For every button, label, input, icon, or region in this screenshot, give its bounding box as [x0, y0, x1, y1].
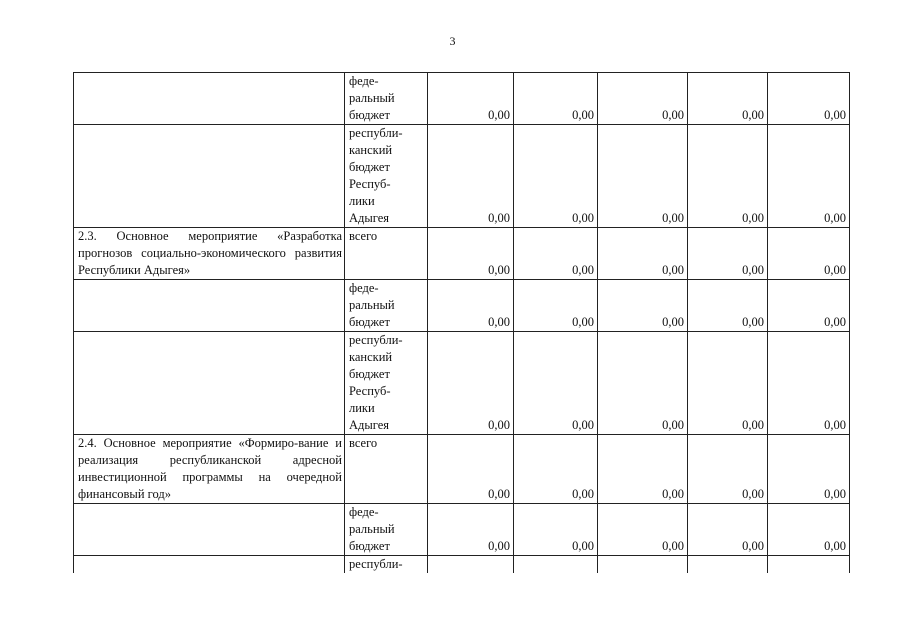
funding-source-cell: республи- канский бюджет Респуб- лики Адыгея: [345, 125, 428, 228]
amount-cell: [598, 556, 688, 574]
amount-cell: 0,00: [514, 125, 598, 228]
amount-cell: [514, 556, 598, 574]
measure-cell: [74, 504, 345, 556]
amount-cell: 0,00: [514, 280, 598, 332]
amount-cell: [768, 556, 850, 574]
measure-cell: [74, 332, 345, 435]
amount-cell: 0,00: [428, 73, 514, 125]
amount-cell: 0,00: [598, 125, 688, 228]
amount-cell: 0,00: [428, 332, 514, 435]
table-row: [74, 228, 850, 280]
table-row: [74, 435, 850, 504]
amount-cell: 0,00: [768, 228, 850, 280]
amount-cell: 0,00: [688, 280, 768, 332]
table-row: [74, 332, 850, 435]
funding-source-cell: республи-: [345, 556, 428, 574]
funding-source-cell: феде- ральный бюджет: [345, 280, 428, 332]
funding-source-cell: республи- канский бюджет Респуб- лики Адыгея: [345, 332, 428, 435]
amount-cell: 0,00: [598, 504, 688, 556]
amount-cell: 0,00: [428, 228, 514, 280]
measure-cell: 2.4. Основное мероприятие «Формиро-вание и реализация республиканской адресной инвестиционной программы на очередной финансовый год»: [74, 435, 345, 504]
amount-cell: 0,00: [514, 504, 598, 556]
amount-cell: 0,00: [428, 504, 514, 556]
funding-source-cell: всего: [345, 435, 428, 504]
table-row: [74, 280, 850, 332]
amount-cell: 0,00: [428, 280, 514, 332]
amount-cell: [688, 556, 768, 574]
amount-cell: 0,00: [688, 332, 768, 435]
funding-source-cell: феде- ральный бюджет: [345, 73, 428, 125]
amount-cell: 0,00: [598, 332, 688, 435]
page-number: 3: [449, 34, 456, 48]
amount-cell: 0,00: [598, 73, 688, 125]
table-row: [74, 504, 850, 556]
amount-cell: 0,00: [688, 228, 768, 280]
amount-cell: 0,00: [598, 228, 688, 280]
amount-cell: 0,00: [514, 435, 598, 504]
table-row: [74, 556, 850, 574]
amount-cell: 0,00: [598, 280, 688, 332]
amount-cell: 0,00: [598, 435, 688, 504]
amount-cell: [428, 556, 514, 574]
table-row: [74, 125, 850, 228]
table-row: [74, 73, 850, 125]
amount-cell: 0,00: [514, 332, 598, 435]
amount-cell: 0,00: [688, 73, 768, 125]
amount-cell: 0,00: [688, 435, 768, 504]
funding-source-cell: всего: [345, 228, 428, 280]
amount-cell: 0,00: [768, 280, 850, 332]
amount-cell: 0,00: [768, 73, 850, 125]
measure-cell: [74, 556, 345, 574]
amount-cell: 0,00: [514, 228, 598, 280]
measure-cell: [74, 125, 345, 228]
funding-source-cell: феде- ральный бюджет: [345, 504, 428, 556]
measure-cell: [74, 280, 345, 332]
amount-cell: 0,00: [688, 504, 768, 556]
amount-cell: 0,00: [428, 435, 514, 504]
amount-cell: 0,00: [428, 125, 514, 228]
measure-cell: 2.3. Основное мероприятие «Разработка прогнозов социально-экономического развития Республики Адыгея»: [74, 228, 345, 280]
measure-cell: [74, 73, 345, 125]
amount-cell: 0,00: [768, 125, 850, 228]
amount-cell: 0,00: [514, 73, 598, 125]
amount-cell: 0,00: [768, 504, 850, 556]
budget-table: [73, 72, 850, 573]
amount-cell: 0,00: [768, 435, 850, 504]
amount-cell: 0,00: [688, 125, 768, 228]
amount-cell: 0,00: [768, 332, 850, 435]
